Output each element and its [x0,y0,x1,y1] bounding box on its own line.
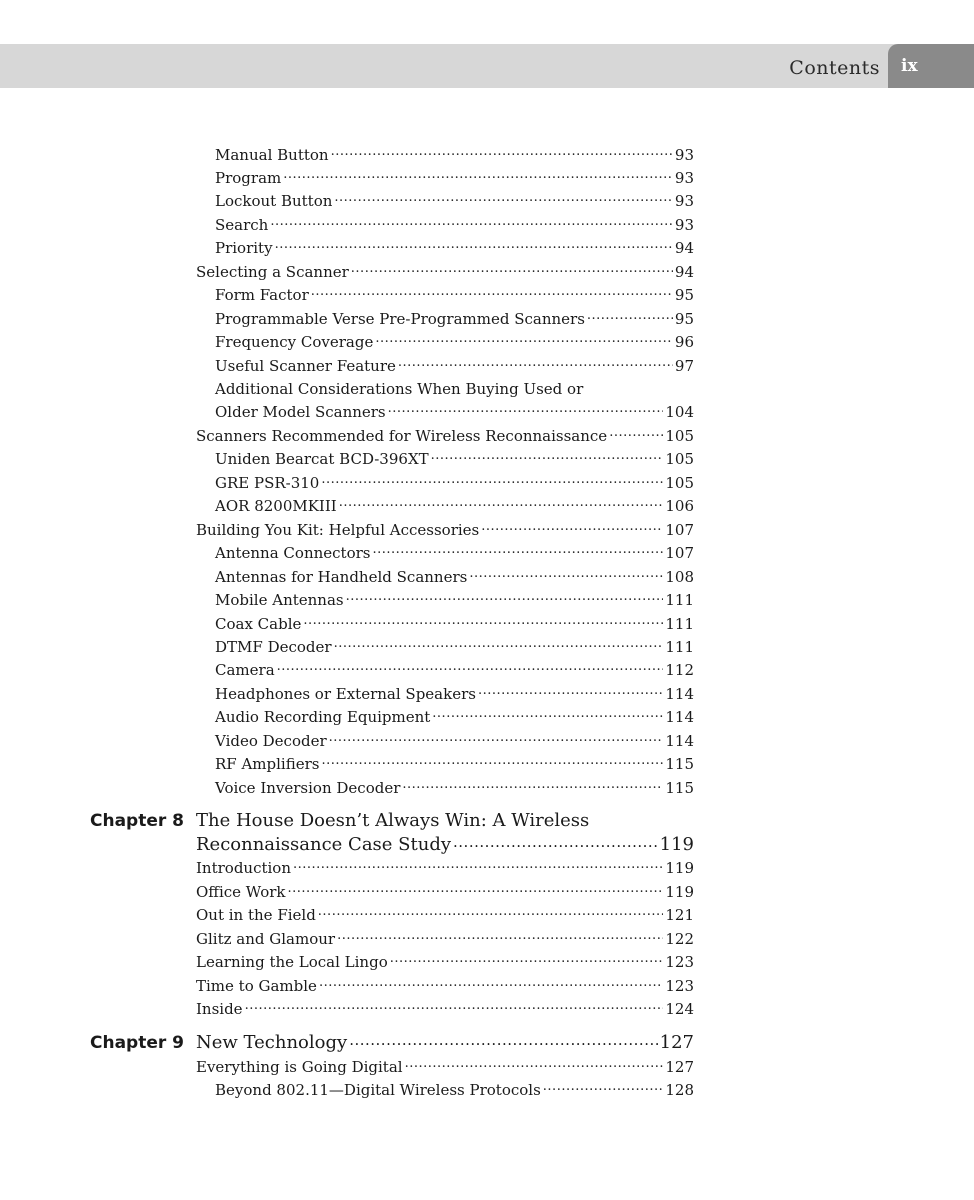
toc-entry-useful-scanner-feature[interactable]: Useful Scanner Feature ..... 97 [215,355,694,377]
toc-entry-going-digital[interactable]: Everything is Going Digital ..... 127 [196,1056,694,1078]
toc-entry-local-lingo[interactable]: Learning the Local Lingo ..... 123 [196,951,694,973]
toc-entry-audio-recording[interactable]: Audio Recording Equipment ..... 114 [215,706,694,728]
toc-entry-additional-considerations-line1[interactable]: Additional Considerations When Buying Used or [215,380,584,398]
toc-entry-program[interactable]: Program ..... 93 [215,167,694,189]
toc-entry-mobile-antennas[interactable]: Mobile Antennas ..... 111 [215,589,694,611]
toc-entry-headphones[interactable]: Headphones or External Speakers ..... 114 [215,683,694,705]
toc-entry-manual-button[interactable]: Manual Button ..... 93 [215,144,694,166]
toc-entry-dtmf-decoder[interactable]: DTMF Decoder ..... 111 [215,636,694,658]
toc-entry-search[interactable]: Search ..... 93 [215,214,694,236]
toc-entry-aor-8200mkiii[interactable]: AOR 8200MKIII ..... 106 [215,495,694,517]
toc-entry-coax-cable[interactable]: Coax Cable ..... 111 [215,613,694,635]
toc-entry-voice-inversion[interactable]: Voice Inversion Decoder ..... 115 [215,777,694,799]
toc-entry-time-to-gamble[interactable]: Time to Gamble ..... 123 [196,975,694,997]
toc-entry-frequency-coverage[interactable]: Frequency Coverage ..... 96 [215,331,694,353]
toc-entry-older-model-scanners[interactable]: Older Model Scanners ..... 104 [215,401,694,423]
toc-entry-glitz-and-glamour[interactable]: Glitz and Glamour ..... 122 [196,928,694,950]
toc-entry-lockout-button[interactable]: Lockout Button ..... 93 [215,190,694,212]
toc-entry-scanners-recommended[interactable]: Scanners Recommended for Wireless Reconnaissance ..... 105 [196,425,694,447]
toc-entry-camera[interactable]: Camera ..... 112 [215,659,694,681]
toc-entry-form-factor[interactable]: Form Factor ..... 95 [215,284,694,306]
toc-entry-priority[interactable]: Priority ..... 94 [215,237,694,259]
toc-entry-building-your-kit[interactable]: Building You Kit: Helpful Accessories ..... 107 [196,519,694,541]
toc-entry-out-in-the-field[interactable]: Out in the Field ..... 121 [196,904,694,926]
toc-entry-office-work[interactable]: Office Work ..... 119 [196,881,694,903]
toc-entry-inside[interactable]: Inside ..... 124 [196,998,694,1020]
toc-entry-video-decoder[interactable]: Video Decoder ..... 114 [215,730,694,752]
toc-entry-gre-psr-310[interactable]: GRE PSR-310 ..... 105 [215,472,694,494]
toc-entry-selecting-a-scanner[interactable]: Selecting a Scanner ..... 94 [196,261,694,283]
running-header [0,44,974,88]
page-number-tab [888,44,974,88]
header-section-title: Contents [789,57,880,79]
toc-entry-beyond-80211[interactable]: Beyond 802.11—Digital Wireless Protocols ..... 128 [215,1079,694,1101]
toc-entry-rf-amplifiers[interactable]: RF Amplifiers ..... 115 [215,753,694,775]
toc-entry-uniden-bearcat[interactable]: Uniden Bearcat BCD-396XT ..... 105 [215,448,694,470]
chapter-9-title[interactable]: New Technology ..... 127 [196,1032,694,1054]
toc-entry-antennas-handheld[interactable]: Antennas for Handheld Scanners ..... 108 [215,566,694,588]
chapter-9-label: Chapter 9 [90,1033,185,1053]
chapter-8-title[interactable]: Reconnaissance Case Study ..... 119 [196,834,694,856]
chapter-8-label: Chapter 8 [90,811,185,831]
page-number: ix [901,56,918,76]
toc-entry-introduction[interactable]: Introduction ..... 119 [196,857,694,879]
chapter-8-title-line1[interactable]: The House Doesn’t Always Win: A Wireless [196,810,590,831]
toc-entry-antenna-connectors[interactable]: Antenna Connectors ..... 107 [215,542,694,564]
toc-entry-programmable-scanners[interactable]: Programmable Verse Pre-Programmed Scanners ..... 95 [215,308,694,330]
